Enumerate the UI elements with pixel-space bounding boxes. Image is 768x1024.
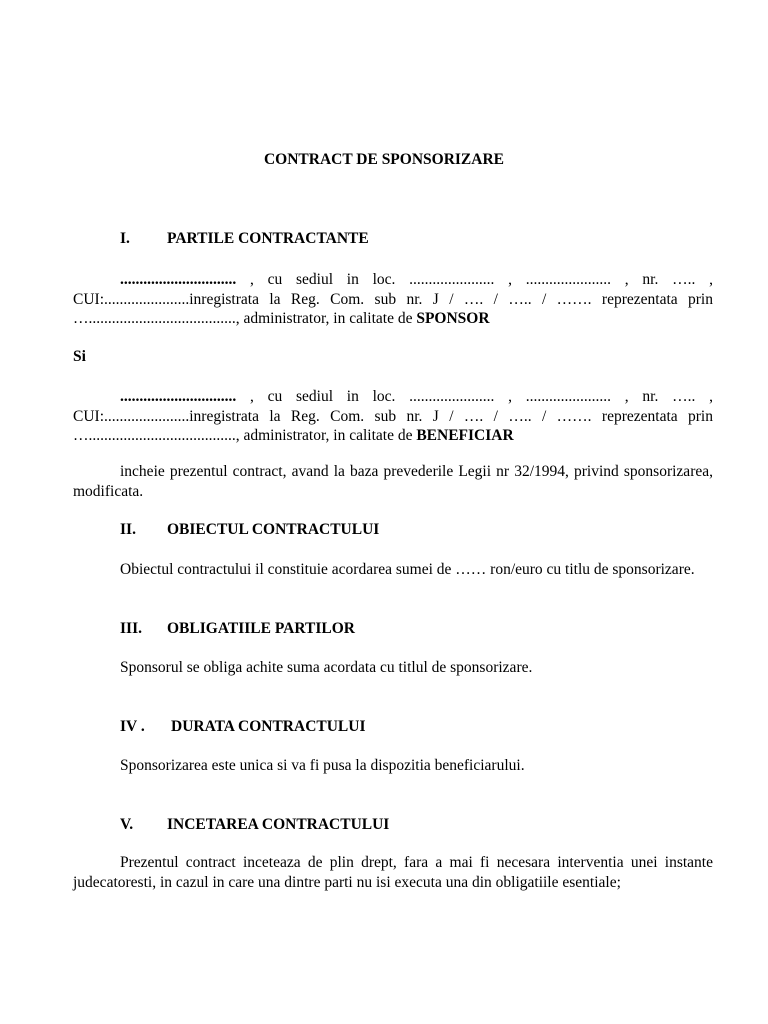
section-title: OBLIGATIILE PARTILOR [167,620,355,637]
section-number: I. [120,230,130,247]
section-heading-durata [120,717,365,737]
section-heading-obligatiile [120,619,355,639]
document-title: CONTRACT DE SPONSORIZARE [263,151,504,168]
section-title: PARTILE CONTRACTANTE [167,230,369,247]
section-title: OBIECTUL CONTRACTULUI [167,521,380,538]
and-label: Si [73,348,86,365]
obligations-paragraph: Sponsorul se obliga achite suma acordata cu titlul de sponsorizare. [120,659,533,676]
section-heading-obiectul [120,520,379,540]
section-heading-incetarea [120,815,389,835]
section-title: DURATA CONTRACTULUI [171,718,366,735]
section-number: II. [120,521,136,538]
party-sponsor-details: , cu sediul in loc. ...................... , ...................... , nr. ….. , CUI:......................inregistrata la Reg. Com. sub nr. J / …. / ….. / ……. reprezentata prin …......................................, administrator, in calitate de [73,271,713,327]
party-beneficiary-details: , cu sediul in loc. ...................... , ...................... , nr. ….. , CUI:......................inregistrata la Reg. Com. sub nr. J / …. / ….. / ……. reprezentata prin …......................................, administrator, in calitate de [73,388,713,444]
section-number: V. [120,816,134,833]
duration-paragraph: Sponsorizarea este unica si va fi pusa la dispozitia beneficiarului. [120,757,525,774]
intro-clause: incheie prezentul contract, avand la baza prevederile Legii nr 32/1994, privind sponsorizarea, modificata. [73,463,713,500]
section-number: III. [120,620,142,637]
termination-paragraph: Prezentul contract inceteaza de plin drept, fara a mai fi necesara interventia unei instante judecatoresti, in cazul in care una dintre parti nu isi executa una din obligatiile esentiale; [73,854,713,891]
party-beneficiary-role: BENEFICIAR [416,427,514,444]
section-number: IV . [120,718,145,735]
party-sponsor-paragraph [73,270,713,329]
section-title: INCETAREA CONTRACTULUI [167,816,390,833]
section-heading-partile [120,229,369,249]
party-beneficiary-paragraph [73,387,713,446]
party-sponsor-name: .............................. [120,271,237,288]
party-beneficiary-name: .............................. [120,388,237,405]
object-paragraph: Obiectul contractului il constituie acordarea sumei de …… ron/euro cu titlu de sponsorizare. [120,561,695,578]
party-sponsor-role: SPONSOR [416,310,490,327]
